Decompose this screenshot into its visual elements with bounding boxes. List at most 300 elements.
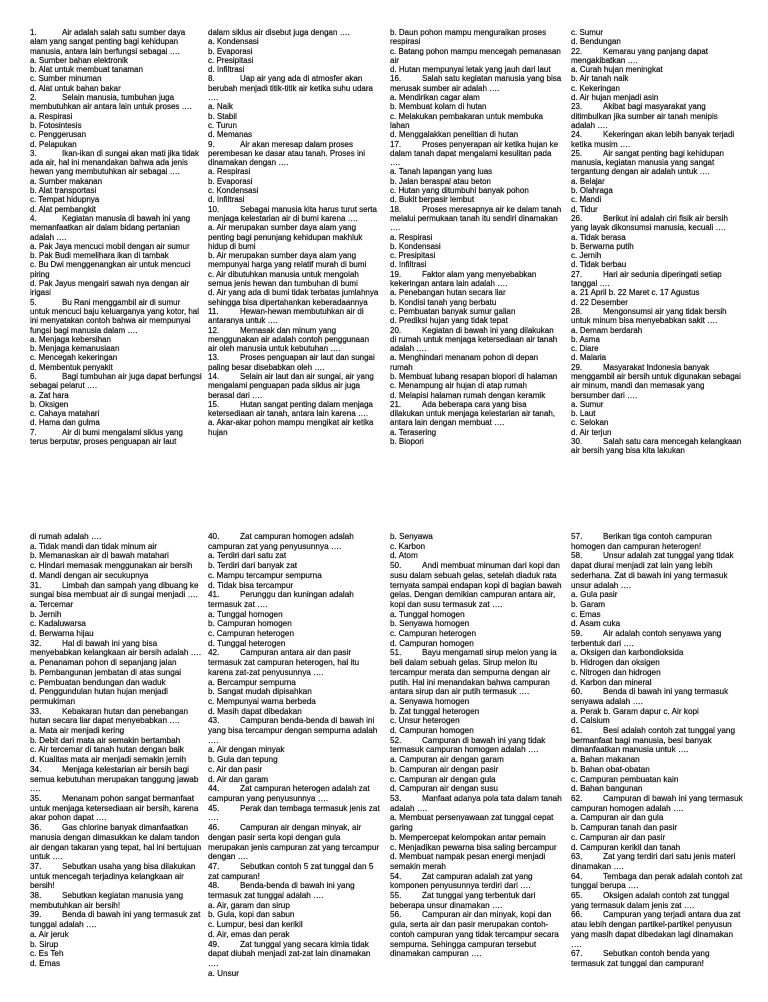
answer-option: [390, 242, 562, 251]
option-text: a. Naik: [208, 102, 233, 112]
question: [571, 910, 743, 949]
answer-option: [571, 428, 743, 437]
option-text: d. Hama dan gulma: [30, 418, 100, 428]
question-text: Kebakaran hutan dan penebangan hutan secara liar dapat menyebabkan ….: [30, 706, 189, 726]
question-number: 8.: [208, 74, 215, 84]
question-text: Air di bumi mengalami siklus yang terus berputar, proses penguapan air laut: [30, 427, 183, 447]
option-text: a. Sumur: [571, 399, 604, 409]
continued-question-text: dalam siklus air disebut juga dengan ….: [208, 28, 350, 37]
answer-option: [30, 600, 202, 610]
question: [390, 872, 562, 891]
option-text: a. Air dengan minyak: [208, 745, 285, 755]
answer-option: [30, 930, 202, 940]
question: [571, 363, 743, 400]
answer-option: [571, 833, 743, 843]
answer-option: [390, 130, 562, 139]
question-number: 62.: [571, 793, 583, 803]
answer-option: [30, 186, 202, 195]
question-number: 5.: [30, 297, 37, 307]
question-text: Zat tunggal yang terbentuk dari beberapa unsur dinamakan ….: [390, 891, 536, 910]
question: [390, 326, 562, 354]
answer-option: [571, 813, 743, 823]
answer-option: [30, 335, 202, 344]
option-text: b. Campuran air dengan pasir: [390, 764, 499, 774]
option-text: b. Kondisi tanah yang berbatu: [390, 297, 497, 307]
option-text: b. Evaporasi: [208, 176, 253, 186]
text-column-3: [390, 532, 562, 959]
option-text: c. Campuran pembuatan kain: [571, 774, 679, 784]
question-number: 53.: [390, 793, 402, 803]
text-column-4: [571, 532, 743, 969]
question-number: 56.: [390, 910, 402, 920]
answer-option: [390, 353, 562, 372]
option-text: a. Kondensasi: [208, 37, 259, 47]
question-number: 33.: [30, 706, 42, 716]
option-text: d. Infiltrasi: [208, 65, 245, 75]
answer-option: [390, 260, 562, 269]
question: [571, 532, 743, 551]
question-number: 16.: [390, 74, 402, 84]
option-text: d. Tunggal heterogen: [208, 638, 286, 648]
answer-option: [571, 205, 743, 214]
question-text: Hal di bawah ini yang bisa menyebabkan kelangkaan air bersih adalah ….: [30, 638, 202, 658]
option-text: b. Jalan beraspal atau beton: [390, 176, 491, 186]
option-text: c. Penggerusan: [30, 130, 87, 140]
option-text: d. Air hujan menjadi asin: [571, 93, 659, 103]
text-column-3: [390, 28, 562, 446]
option-text: c. Campuran air dengan gula: [390, 774, 496, 784]
answer-option: [30, 610, 202, 620]
option-text: b. Air merupakan sumber daya alam yang mempunyai harga yang relatif murah di bumi: [208, 251, 367, 270]
option-text: c. Unsur heterogen: [390, 716, 460, 726]
question-number: 7.: [30, 427, 37, 437]
question: [208, 400, 380, 419]
answer-option: [30, 205, 202, 214]
option-text: a. Oksigen dan karbondioksida: [571, 648, 684, 658]
continued-text: [30, 532, 202, 542]
text-column-1: [30, 28, 202, 446]
answer-option: [208, 619, 380, 629]
option-text: c. Es Teh: [30, 949, 64, 959]
answer-option: [571, 409, 743, 418]
option-text: a. Respirasi: [208, 167, 251, 177]
answer-option: [208, 629, 380, 639]
answer-option: [390, 47, 562, 66]
answer-option: [390, 167, 562, 176]
answer-option: [208, 102, 380, 111]
option-text: a. Sumber makanan: [30, 176, 103, 186]
option-text: a. Tanah lapangan yang luas: [390, 167, 493, 177]
answer-option: [30, 629, 202, 639]
option-text: a. Terdiri dari satu zat: [208, 551, 287, 561]
answer-option: [390, 852, 562, 871]
text-column-2: [208, 532, 380, 978]
answer-option: [30, 242, 202, 251]
answer-option: [571, 65, 743, 74]
answer-option: [30, 755, 202, 765]
question-number: 63.: [571, 852, 583, 862]
answer-option: [390, 833, 562, 843]
option-text: b. Alat untuk membuat tanaman: [30, 65, 143, 75]
option-text: c. Presipitasi: [390, 251, 436, 261]
option-text: a. Campuran air dan gula: [571, 813, 664, 823]
option-text: d. 22 Desember: [571, 297, 628, 307]
question: [571, 872, 743, 891]
option-text: a. 21 April b. 22 Maret c. 17 Agustus: [571, 288, 700, 298]
option-text: c. Melakukan pembakaran untuk membuka lahan: [390, 111, 543, 130]
question-number: 36.: [30, 823, 42, 833]
option-text: d. Prediksi hujan yang tidak tepat: [390, 316, 508, 326]
answer-option: [30, 195, 202, 204]
option-text: c. Tempat hidupnya: [30, 195, 100, 205]
answer-option: [30, 409, 202, 418]
question-text: Proses penyerapan air ketika hujan ke dalam tanah dapat mengalami kesulitan pada ….: [390, 139, 559, 168]
question: [208, 590, 380, 609]
answer-option: [571, 37, 743, 46]
option-text: b. Hidrogen dan oksigen: [571, 658, 660, 668]
question: [390, 140, 562, 168]
option-text: c. Pembuatan banyak sumur galian: [390, 306, 516, 316]
question: [390, 74, 562, 93]
question-number: 19.: [390, 269, 402, 279]
answer-option: [571, 298, 743, 307]
question: [571, 47, 743, 66]
option-text: c. Selokan: [571, 418, 609, 428]
answer-option: [390, 697, 562, 707]
option-text: d. Melapisi halaman rumah dengan keramik: [390, 390, 546, 400]
answer-option: [208, 112, 380, 121]
answer-option: [571, 186, 743, 195]
option-text: c. Diare: [571, 344, 599, 354]
option-text: a. Sumber bahan elektronik: [30, 55, 128, 65]
answer-option: [208, 251, 380, 270]
answer-option: [208, 571, 380, 581]
option-text: b. Campuran homogen: [208, 619, 292, 629]
answer-option: [30, 279, 202, 298]
question-text: Sebutkan contoh benda yang termasuk zat tunggal dan campuran!: [571, 949, 710, 968]
answer-option: [208, 745, 380, 755]
question: [30, 28, 202, 56]
option-text: d. Calsium: [571, 716, 610, 726]
question-number: 44.: [208, 784, 220, 794]
option-text: a. Tidak berasa: [571, 232, 626, 242]
answer-option: [30, 542, 202, 552]
answer-option: [208, 65, 380, 74]
question-text: Salah satu cara mencegah kelangkaan air bersih yang bisa kita lakukan: [571, 437, 742, 456]
question-number: 23.: [571, 102, 583, 112]
option-text: b. Debit dari mata air semakin bertambah: [30, 735, 181, 745]
question: [390, 736, 562, 755]
answer-option: [571, 843, 743, 853]
answer-option: [571, 755, 743, 765]
option-text: c. Kadaluwarsa: [30, 619, 86, 629]
answer-option: [30, 571, 202, 581]
option-text: a. Air jeruk: [30, 929, 69, 939]
answer-option: [30, 400, 202, 409]
option-text: b. Stabil: [208, 111, 237, 121]
answer-option: [208, 765, 380, 775]
answer-option: [571, 28, 743, 37]
answer-option: [571, 418, 743, 427]
question-text: Perak dan tembaga termasuk jenis zat ….: [208, 803, 380, 823]
answer-option: [208, 775, 380, 785]
option-text: c. Campuran heterogen: [390, 629, 477, 639]
question: [571, 149, 743, 177]
option-text: c. Hindari memasak menggunakan air bersih: [30, 561, 193, 571]
question-text: Selain manusia, tumbuhan juga membutuhkan air antara lain untuk proses ….: [30, 93, 192, 112]
answer-option: [571, 93, 743, 102]
answer-option: [571, 177, 743, 186]
answer-option: [390, 307, 562, 316]
answer-option: [571, 784, 743, 794]
question-text: Memasak dan minum yang menggunakan air adalah contoh penggunaan air oleh manusia untuk kebutuhan ….: [208, 325, 370, 354]
answer-option: [208, 969, 380, 979]
answer-option: [571, 74, 743, 83]
question: [30, 149, 202, 177]
question: [30, 891, 202, 910]
answer-option: [390, 102, 562, 111]
question: [571, 551, 743, 590]
question-text: Ikan-ikan di sungai akan mati jika tidak ada air, hal ini menandakan bahwa ada jenis hewan yang membutuhkan air sebagai ….: [30, 148, 199, 177]
question-text: Uap air yang ada di atmosfer akan berubah menjadi titik-titik air ketika suhu udara ….: [208, 74, 373, 103]
question: [208, 823, 380, 862]
option-text: d. Air dan garam: [208, 774, 269, 784]
option-text: c. Bu Dwi menggenangkan air untuk mencuci piring: [30, 260, 191, 279]
answer-option: [390, 716, 562, 726]
answer-option: [30, 949, 202, 959]
answer-option: [30, 561, 202, 571]
question-number: 10.: [208, 204, 220, 214]
answer-option: [30, 56, 202, 65]
question-number: 17.: [390, 139, 402, 149]
option-text: b. Gula dan tepung: [208, 755, 278, 765]
option-text: c. Mempunyai warna berbeda: [208, 696, 316, 706]
option-text: d. Memanas: [208, 130, 253, 140]
answer-option: [390, 288, 562, 297]
question: [208, 353, 380, 372]
question-text: Benda di bawah ini yang termasuk senyawa adalah ….: [571, 687, 729, 706]
continued-text: [208, 28, 380, 37]
question-text: Limbah dan sampah yang dibuang ke sungai bisa membuat air di sungai menjadi ….: [30, 580, 199, 600]
question-number: 38.: [30, 891, 42, 901]
question-number: 21.: [390, 399, 402, 409]
answer-option: [571, 658, 743, 668]
question-number: 55.: [390, 891, 402, 901]
answer-option: [208, 288, 380, 307]
option-text: d. Tidak bisa tercampur: [208, 580, 294, 590]
question-number: 20.: [390, 325, 402, 335]
option-text: d. Air terjun: [571, 427, 612, 437]
question: [571, 852, 743, 871]
option-text: b. Bahan obat-obatan: [571, 764, 650, 774]
question: [571, 102, 743, 130]
question: [208, 881, 380, 900]
answer-option: [390, 532, 562, 542]
question-number: 65.: [571, 891, 583, 901]
question: [390, 648, 562, 697]
question-text: Proses meresapnya air ke dalam tanah melalui permukaan tanah itu sendiri dinamakan ….: [390, 204, 562, 233]
question-text: Perunggu dan kuningan adalah termasuk zat ….: [208, 590, 354, 609]
question-text: Proses penguapan air laut dan sungai paling besar disebabkan oleh ….: [208, 353, 375, 372]
answer-option: [390, 619, 562, 629]
option-text: b. Sirup: [30, 939, 59, 949]
option-text: d. Campuran kerikil dan tanah: [571, 842, 681, 852]
option-text: d. Kualitas mata air menjadi semakin jernih: [30, 755, 187, 765]
option-text: c. Mampu tercampur sempurna: [208, 570, 322, 580]
question: [390, 205, 562, 233]
question-text: Kegiatan manusia di bawah ini yang memanfaatkan air dalam bidang pertanian adalah ….: [30, 213, 191, 242]
option-text: a. Mata air menjadi kering: [30, 726, 125, 736]
text-column-4: [571, 28, 743, 456]
question-number: 35.: [30, 793, 42, 803]
answer-option: [390, 707, 562, 717]
question: [571, 687, 743, 706]
option-text: b. Alat transportasi: [30, 186, 97, 196]
question: [208, 648, 380, 677]
option-text: d. Membuat nampak pesan energi menjadi semakin merah: [390, 852, 546, 871]
option-text: b. Membuat lubang resapan biopori di halaman: [390, 371, 558, 381]
question-number: 40.: [208, 532, 220, 541]
option-text: b. Laut: [571, 409, 596, 419]
option-text: d. Pak Jayus mengairi sawah nya dengan air irigasi: [30, 279, 190, 298]
answer-option: [30, 678, 202, 688]
option-text: a. Curah hujan meningkat: [571, 65, 663, 75]
option-text: c. Hutan yang ditumbuhi banyak pohon: [390, 186, 529, 196]
answer-option: [571, 344, 743, 353]
question-text: Zat campuran homogen adalah campuran zat yang penyusunnya ….: [208, 532, 354, 551]
question-text: Campuran di bawah ini yang tidak termasuk campuran homogen adalah ….: [390, 735, 546, 755]
answer-option: [208, 581, 380, 591]
option-text: d. Alat pembangkit: [30, 204, 96, 214]
answer-option: [208, 270, 380, 289]
question: [30, 794, 202, 823]
answer-option: [30, 658, 202, 668]
answer-option: [30, 363, 202, 372]
option-text: b. Berwarna putih: [571, 241, 634, 251]
question-text: Benda-benda di bawah ini yang termasuk zat tunggal adalah ….: [208, 881, 355, 901]
option-text: a. Terasering: [390, 427, 437, 437]
question-number: 24.: [571, 130, 583, 140]
question: [208, 716, 380, 745]
answer-option: [30, 112, 202, 121]
question-text: Benda di bawah ini yang termasuk zat tunggal adalah ….: [30, 910, 201, 930]
answer-option: [571, 400, 743, 409]
option-text: d. Menggalakkan penelitian di hutan: [390, 130, 519, 140]
option-text: b. Air tanah naik: [571, 74, 629, 84]
option-text: c. Nitrogen dan hidrogen: [571, 667, 661, 677]
answer-option: [390, 195, 562, 204]
question-text: Campuran di bawah ini yang termasuk campuran homogen adalah ….: [571, 793, 743, 813]
option-text: d. Tidak berbau: [571, 260, 627, 270]
option-text: d. Bukit berpasir lembut: [390, 195, 475, 205]
question-text: Kekeringan akan lebih banyak terjadi ketika musim ….: [571, 130, 735, 149]
question-number: 46.: [208, 823, 220, 833]
option-text: d. Pelapukan: [30, 139, 77, 149]
answer-option: [390, 372, 562, 381]
option-text: a. Air merupakan sumber daya alam yang penting bagi penunjang kehidupan makhluk hidup di bumi: [208, 223, 363, 251]
option-text: d. Karbon dan mineral: [571, 677, 652, 687]
question-text: Bu Rani menggambil air di sumur untuk mencuci baju keluarganya yang kotor, hal ini menyatakan contoh bahwa air mempunyai fungsi bagi manusia dalam ….: [30, 297, 199, 335]
question-number: 25.: [571, 148, 583, 158]
option-text: c. Campuran heterogen: [208, 629, 295, 639]
answer-option: [30, 551, 202, 561]
answer-option: [390, 551, 562, 561]
answer-option: [208, 47, 380, 56]
question-text: Faktor alam yang menyebabkan kekeringan antara lain adalah ….: [390, 269, 537, 289]
question: [208, 326, 380, 354]
answer-option: [390, 639, 562, 649]
question-number: 52.: [390, 735, 402, 745]
option-text: a. Tunggal homogen: [390, 609, 465, 619]
question-number: 61.: [571, 726, 583, 736]
question: [208, 940, 380, 969]
question-text: Campuran yang terjadi antara dua zat atau lebih dengan partikel-partikel penyusun yang masih dapat dibedakan lagi dinamakan ….: [571, 910, 741, 949]
answer-option: [571, 242, 743, 251]
question-number: 13.: [208, 353, 220, 363]
answer-option: [30, 619, 202, 629]
option-text: d. Infiltrasi: [390, 260, 427, 270]
option-text: d. Masih dapat dibedakan: [208, 706, 302, 716]
answer-option: [390, 428, 562, 437]
question-text: Besi adalah contoh zat tunggal yang bermanfaat bagi manusia, besi banyak dimanfaatkan manusia untuk ….: [571, 726, 736, 755]
question-number: 22.: [571, 46, 583, 56]
answer-option: [390, 93, 562, 102]
question-text: Zat tunggal yang secara kimia tidak dapat diubah menjadi zat-zat lain dinamakan ….: [208, 939, 371, 968]
answer-option: [571, 648, 743, 658]
question-text: Sebagai manusia kita harus turut serta menjaga kelestarian air di bumi karena ….: [208, 204, 377, 223]
question: [208, 862, 380, 881]
answer-option: [30, 251, 202, 260]
answer-option: [208, 930, 380, 940]
answer-option: [390, 65, 562, 74]
option-text: d. Alat untuk bahan bakar: [30, 83, 121, 93]
answer-option: [30, 668, 202, 678]
option-text: c. Lumpur, besi dan kerikil: [208, 920, 303, 930]
answer-option: [30, 74, 202, 83]
answer-option: [208, 56, 380, 65]
option-text: c. Jernih: [571, 251, 602, 261]
question-number: 42.: [208, 648, 220, 658]
question-text: Kegiatan di bawah ini yang dilakukan di rumah untuk menjaga ketersediaan air tanah adalah ….: [390, 325, 558, 354]
question-number: 4.: [30, 213, 37, 223]
option-text: c. Turun: [208, 120, 237, 130]
question-text: Zat campuran adalah zat yang komponen penyusunnya terdiri dari ….: [390, 871, 533, 891]
option-text: d. Campuran homogen: [390, 726, 474, 736]
question-number: 9.: [208, 139, 215, 149]
answer-option: [390, 813, 562, 832]
option-text: b. Pak Budi memelihara ikan di tambak: [30, 251, 169, 261]
answer-option: [30, 353, 202, 362]
page-1: [0, 28, 768, 478]
question-number: 58.: [571, 551, 583, 561]
answer-option: [571, 775, 743, 785]
question-number: 67.: [571, 949, 583, 959]
answer-option: [390, 765, 562, 775]
option-text: d. Air, emas dan perak: [208, 929, 290, 939]
question-text: Ada beberapa cara yang bisa dilakukan untuk menjaga kelestarian air tanah, antara lain dengan membuat ….: [390, 399, 555, 428]
option-text: d. Penggundulan hutan hujan menjadi permukiman: [30, 687, 168, 706]
option-text: c. Air dibutuhkan manusia untuk mengolah semua jenis hewan dan tumbuhan di bumi: [208, 269, 359, 289]
answer-option: [571, 765, 743, 775]
option-text: a. Tunggal homogen: [208, 609, 283, 619]
question-number: 41.: [208, 590, 220, 600]
option-text: c. Sumber minuman: [30, 74, 102, 84]
answer-option: [571, 823, 743, 833]
option-text: a. Demam berdarah: [571, 325, 643, 335]
question: [390, 891, 562, 910]
question-text: Campuran air dan minyak, kopi dan gula, serta air dan pasir merupakan contoh-contoh campuran yang tidak tercampur secara sempurna. Sehingga campuran tersebut dinamakan campuran ….: [390, 910, 559, 959]
option-text: d. Emas: [30, 958, 61, 968]
